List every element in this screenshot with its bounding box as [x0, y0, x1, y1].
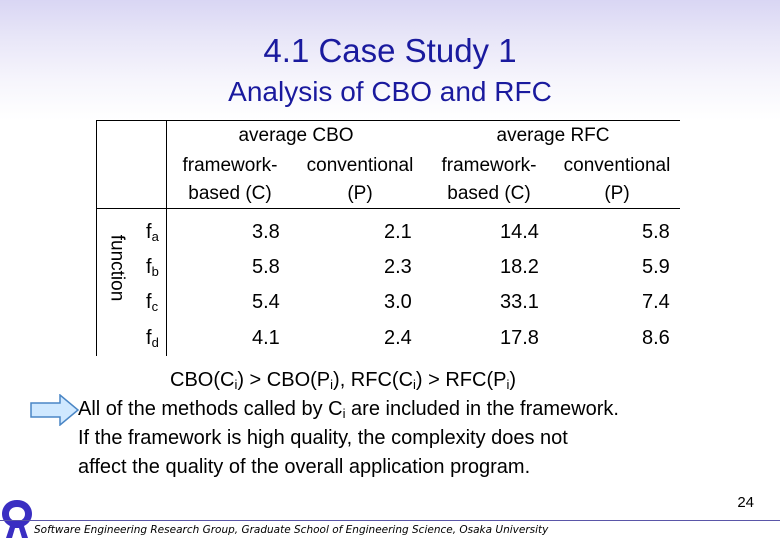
table-cell: 18.2: [500, 256, 539, 278]
slide-subtitle: Analysis of CBO and RFC: [228, 76, 552, 107]
table-cell: 3.0: [384, 291, 412, 313]
conclusion-text: [78, 366, 619, 482]
table-left-border: [96, 120, 97, 356]
table-cell: 5.9: [642, 256, 670, 278]
table-cell: 17.8: [500, 327, 539, 349]
table-cell: 5.8: [642, 221, 670, 243]
slide-title: 4.1 Case Study 1: [263, 32, 517, 69]
table-cell: 2.3: [384, 256, 412, 278]
col-header-rfc-framework: framework- based (C): [441, 155, 537, 204]
table-cell: 2.1: [384, 221, 412, 243]
conclusion-line: affect the quality of the overall application program.: [78, 456, 531, 478]
right-arrow-icon: [30, 394, 80, 426]
footer-divider: [0, 520, 780, 521]
col-header-rfc-conventional: conventional (P): [563, 155, 671, 204]
col-header-cbo-framework: framework- based (C): [182, 155, 278, 204]
table-cell: 14.4: [500, 221, 539, 243]
table-cell: 5.8: [252, 256, 280, 278]
row-group-label: function: [106, 234, 128, 302]
table-label-divider: [166, 120, 167, 356]
row-label-fb: $f_b$: [146, 256, 159, 279]
table-cell: 4.1: [252, 327, 280, 349]
group-header-cbo: average CBO: [238, 125, 354, 146]
metrics-table: [96, 120, 680, 356]
conclusion-line: All of the methods called by $C_i$ are included in the framework.: [78, 398, 619, 421]
row-label-fd: $f_d$: [146, 327, 159, 350]
page-number: 24: [737, 494, 754, 511]
table-cell: 7.4: [642, 291, 670, 313]
col-header-cbo-conventional: conventional (P): [306, 155, 414, 204]
table-cell: 33.1: [500, 291, 539, 313]
table-cell: 3.8: [252, 221, 280, 243]
group-header-rfc: average RFC: [496, 125, 610, 146]
table-cell: 2.4: [384, 327, 412, 349]
table-cell: 5.4: [252, 291, 280, 313]
footer-text: Software Engineering Research Group, Graduate School of Engineering Science, Osaka University: [34, 524, 549, 536]
table-top-border: [96, 120, 680, 121]
table-cell: 8.6: [642, 327, 670, 349]
metric-comparison-line: $CBO(C_i) > CBO(P_i)$, $RFC(C_i) > RFC(P_i)$: [170, 369, 517, 392]
table-header-divider: [96, 208, 680, 209]
row-label-fc: $f_c$: [146, 291, 159, 314]
conclusion-line: If the framework is high quality, the complexity does not: [78, 427, 568, 449]
university-logo-icon: [0, 498, 34, 540]
row-label-fa: $f_a$: [146, 221, 159, 244]
